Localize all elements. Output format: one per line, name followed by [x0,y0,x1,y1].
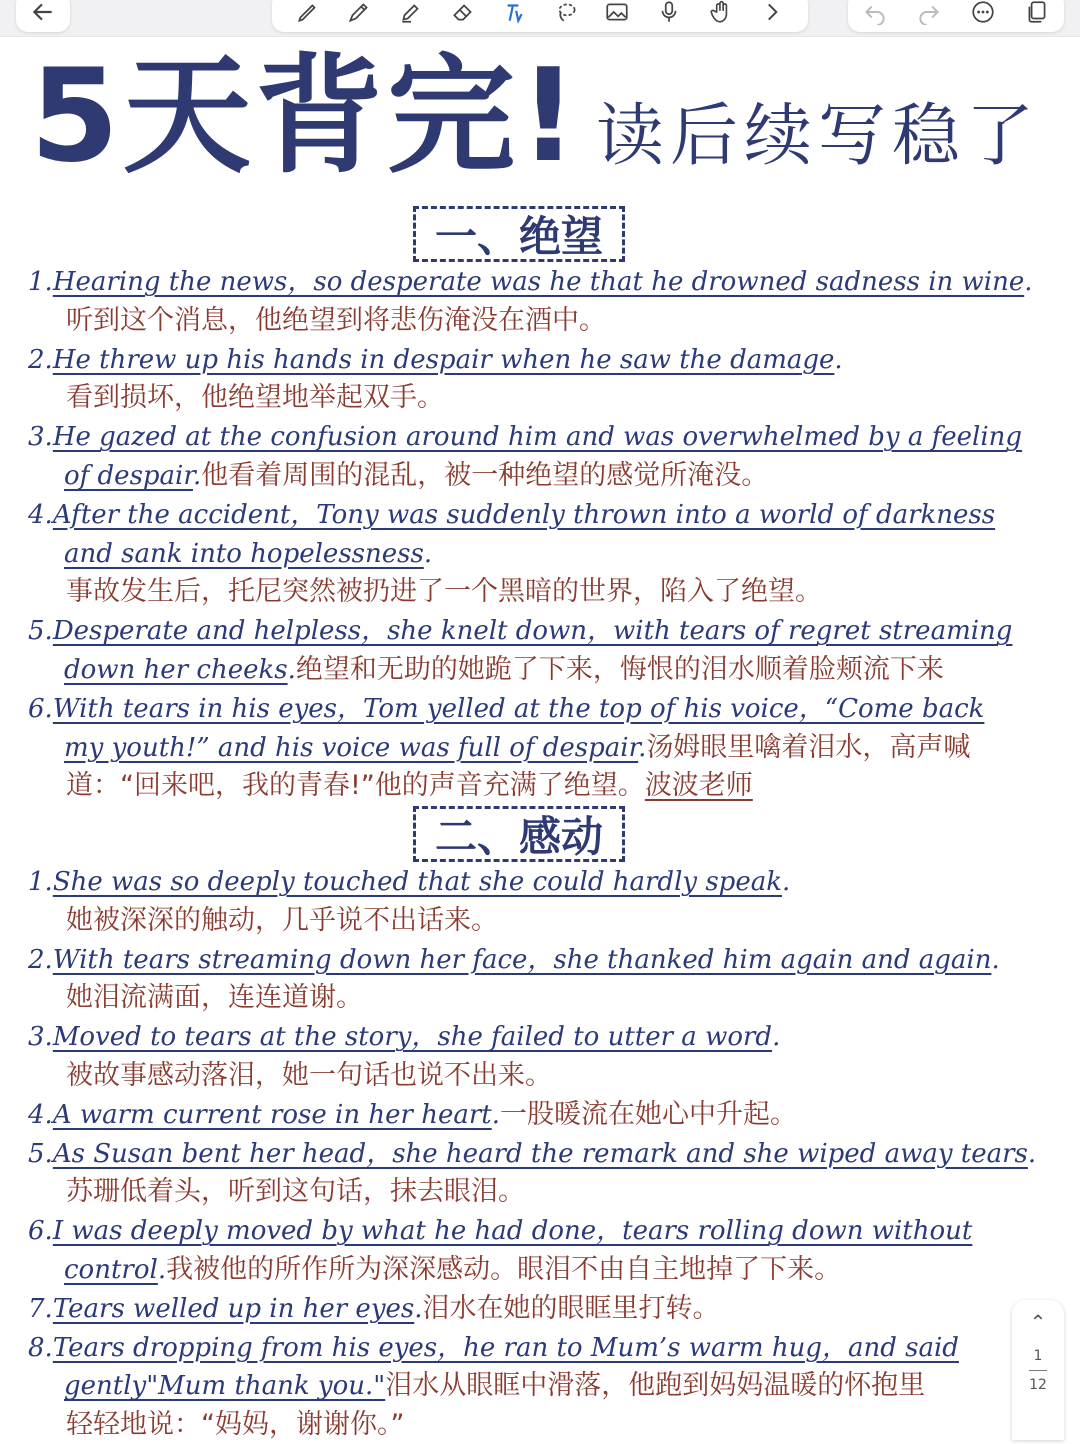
chinese-translation: 她被深深的触动，几乎说不出话来。 [66,904,498,936]
note-line [66,379,444,417]
note-line [28,1329,959,1367]
english-sentence: He gazed at the confusion around him and was overwhelmed by a feeling [52,422,1023,453]
note-line [28,1212,972,1250]
sentence-period: . [834,344,843,375]
english-sentence: Tears dropping from his eyes，he ran to Mum’s warm hug，and said [52,1332,959,1363]
english-sentence: control [64,1255,158,1285]
image-icon[interactable] [602,0,632,27]
lasso-icon[interactable] [551,0,581,27]
sentence-period: . [1024,267,1033,297]
english-sentence: gently"Mum thank you." [64,1371,386,1402]
note-line [66,1173,525,1211]
undo-icon[interactable] [860,0,890,27]
microphone-icon[interactable] [654,0,684,27]
note-line [66,979,363,1017]
note-line [28,1096,797,1134]
english-sentence: and sank into hopelessness [64,538,424,569]
item-number: 4. [28,499,53,530]
chinese-translation: 轻轻地说：“妈妈，谢谢你。” [66,1409,405,1441]
page-divider [1029,1370,1047,1371]
item-number: 4. [28,1099,53,1130]
note-line [28,1135,1036,1173]
english-sentence: of despair [64,461,193,491]
chinese-translation: 被故事感动落泪，她一句话也说不出来。 [66,1060,552,1091]
chinese-translation: 绝望和无助的她跪了下来，悔恨的泪水顺着脸颊流下来 [295,654,944,685]
item-number: 5. [28,616,53,647]
pencil-icon[interactable] [344,0,374,27]
note-line [28,263,1033,301]
sentence-period: . [772,1022,781,1053]
author-signature: 波波老师 [644,770,753,802]
sentence-period: . [991,944,1000,975]
chinese-translation: 我被他的所作所为深深感动。眼泪不由自主地掉了下来。 [166,1254,842,1285]
note-line [28,1018,780,1056]
sentence-period: . [638,732,647,763]
pages-icon[interactable] [1022,0,1052,27]
note-line [28,612,1012,650]
page-subtitle: 读后续写稳了 [596,97,1041,176]
sentence-period: . [414,1293,423,1324]
chinese-translation: 泪水在她的眼眶里打转。 [422,1292,720,1324]
tool-palette [272,0,808,32]
more-icon[interactable] [968,0,998,27]
sentence-period: . [423,538,433,569]
note-line [28,1290,720,1328]
chinese-translation: 汤姆眼里噙着泪水，高声喊 [646,731,971,763]
english-sentence: After the accident，Tony was suddenly thrown into a world of darkness [52,499,996,530]
note-line [64,651,944,689]
note-line [28,341,843,379]
english-sentence: my youth!” and his voice was full of despair [64,732,639,763]
item-number: 8. [28,1332,53,1363]
english-sentence: As Susan bent her head，she heard the remark and she wiped away tears [52,1138,1028,1169]
item-number: 6. [28,1216,53,1247]
sentence-period: . [287,655,296,685]
section-heading-despair: 一、绝望 [413,206,625,262]
note-line [28,418,1022,456]
current-page: 1 [1033,1348,1043,1364]
english-sentence: He threw up his hands in despair when he saw the damage [52,344,835,375]
note-line [28,496,995,534]
note-line [66,573,822,611]
english-sentence: With tears streaming down her face，she thanked him again and again [52,944,992,975]
note-line [64,457,768,495]
item-number: 1. [28,267,53,297]
section-heading-touched: 二、感动 [413,806,625,862]
eraser-icon[interactable] [448,0,478,27]
arrow-left-icon [28,0,58,27]
sentence-period: . [491,1099,500,1130]
note-line [66,902,498,940]
chinese-translation: 一股暖流在她心中升起。 [499,1098,797,1130]
english-sentence: Moved to tears at the story，she failed to utter a word [52,1022,773,1053]
page-title: 5天背完! [30,42,582,191]
item-number: 2. [28,944,53,975]
sentence-period: . [157,1255,167,1285]
total-pages: 12 [1029,1377,1047,1393]
chinese-translation: 她泪流满面，连连道谢。 [66,982,363,1014]
english-sentence: I was deeply moved by what he had done，tears rolling down without [52,1216,973,1247]
right-toolbar [848,0,1064,32]
note-line [64,535,432,573]
chinese-translation: 泪水从眼眶中滑落，他跑到妈妈温暖的怀抱里 [385,1370,926,1402]
item-number: 3. [28,1022,53,1053]
english-sentence: Tears welled up in her eyes [52,1293,415,1324]
page-indicator [1012,1300,1064,1440]
item-number: 2. [28,344,53,375]
item-number: 3. [28,422,53,453]
note-line [64,1367,925,1405]
chinese-translation: 听到这个消息，他绝望到将悲伤淹没在酒中。 [66,304,606,336]
note-line [28,690,984,728]
english-sentence: down her cheeks [64,655,288,685]
chevron-right-icon[interactable] [757,0,787,27]
note-line [66,1406,404,1444]
note-line [66,302,606,340]
item-number: 7. [28,1293,53,1324]
chinese-translation: 他看着周围的混乱，被一种绝望的感觉所淹没。 [201,460,769,491]
sentence-period: . [781,867,791,897]
note-line [28,863,790,901]
note-line [66,767,753,805]
redo-icon[interactable] [914,0,944,27]
pen-icon[interactable] [293,0,323,27]
item-number: 1. [28,867,53,897]
chinese-translation: 苏珊低着头，听到这句话，抹去眼泪。 [66,1176,525,1208]
chinese-translation: 事故发生后，托尼突然被扔进了一个黑暗的世界，陷入了绝望。 [66,576,822,608]
sentence-period: . [1027,1138,1037,1169]
sentence-period: . [192,461,202,491]
item-number: 6. [28,693,53,724]
note-line [64,1251,841,1289]
note-line [64,729,970,767]
english-sentence: Hearing the news，so desperate was he that he drowned sadness in wine [52,267,1025,297]
english-sentence: She was so deeply touched that she could hardly speak [52,867,782,897]
note-line [28,941,1000,979]
back-button[interactable] [16,0,70,32]
chinese-translation: 道：“回来吧，我的青春!”他的声音充满了绝望。 [66,770,645,802]
chevron-up-icon[interactable]: ⌃ [1029,1310,1047,1334]
english-sentence: Desperate and helpless，she knelt down，with tears of regret streaming [52,616,1013,647]
english-sentence: With tears in his eyes，Tom yelled at the top of his voice，“Come back [52,693,985,724]
english-sentence: A warm current rose in her heart [52,1099,492,1130]
note-line [66,1057,552,1095]
marker-icon[interactable] [396,0,426,27]
item-number: 5. [28,1138,53,1169]
top-toolbar [0,0,1080,37]
text-icon[interactable] [499,0,529,27]
hand-icon[interactable] [706,0,736,27]
chinese-translation: 看到损坏，他绝望地举起双手。 [66,382,444,414]
